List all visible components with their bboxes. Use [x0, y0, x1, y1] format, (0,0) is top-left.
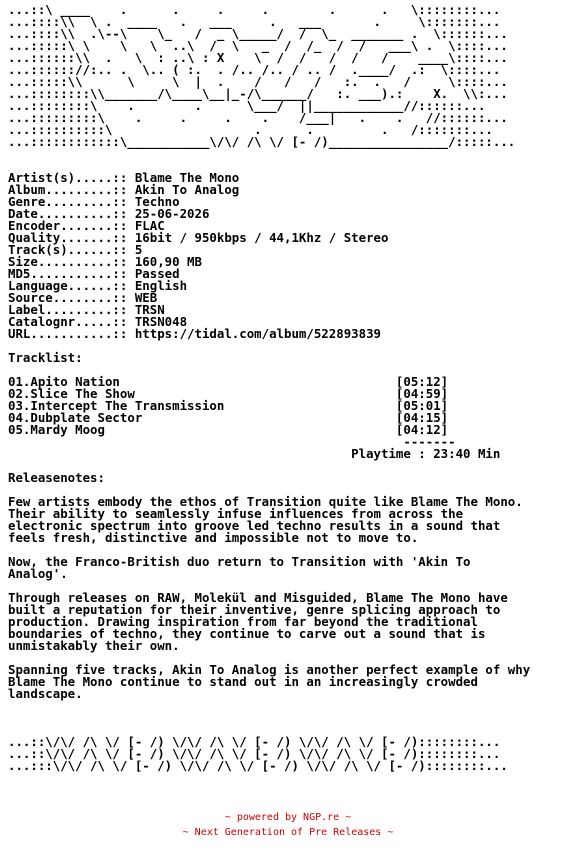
nfo-line: ...::::\\ \ . ____ . ___ . ___ . \:::::::... [8, 14, 501, 29]
nfo-line: ...::\/\/ /\ \/ [- /) \/\/ /\ \/ [- /) \/\/ /\ \/ [- /)::::::::... [8, 734, 501, 749]
nfo-line: Language......:: English [8, 278, 188, 293]
nfo-line: ...:::\/\/ /\ \/ [- /) \/\/ /\ \/ [- /) \/\/ /\ \/ [- /)::::::::... [8, 758, 508, 773]
nfo-line: Date..........:: 25-06-2026 [8, 206, 210, 221]
nfo-line: 01.Apito Nation [05:12] [8, 374, 449, 389]
nfo-line: Spanning five tracks, Akin To Analog is another perfect example of why [8, 662, 531, 677]
nfo-line: built a reputation for their inventive, genre splicing approach to [8, 602, 501, 617]
nfo-text-block [8, 4, 530, 772]
nfo-line: Source........:: WEB [8, 290, 158, 305]
nfo-line: ...:::::\\ \ \ | . / / / :. . / \::::... [8, 74, 508, 89]
nfo-line: feels fresh, distinctive and impossible not to move to. [8, 530, 419, 545]
nfo-line: ------- [8, 434, 456, 449]
nfo-line: URL...........:: https://tidal.com/album/522893839 [8, 326, 381, 341]
nfo-line: Label.........:: TRSN [8, 302, 165, 317]
nfo-line: landscape. [8, 686, 83, 701]
nfo-line: Releasenotes: [8, 470, 105, 485]
nfo-line: ...:::::\ \ \ \ ..\ / \ _ / /_ / / ___\ . \::::... [8, 38, 508, 53]
nfo-line: Now, the Franco-British duo return to Transition with 'Akin To [8, 554, 471, 569]
nfo-line: Track(s)......:: 5 [8, 242, 143, 257]
nfo-line: Their ability to seamlessly infuse influences from across the [8, 506, 464, 521]
nfo-line: 02.Slice The Show [04:59] [8, 386, 449, 401]
nfo-line: 04.Dubplate Sector [04:15] [8, 410, 449, 425]
nfo-line: Blame The Mono continue to stand out in an increasingly crowded [8, 674, 478, 689]
nfo-line: boundaries of techno, they continue to carve out a sound that is [8, 626, 486, 641]
nfo-line: Playtime : 23:40 Min [8, 446, 501, 461]
nfo-line: Genre.........:: Techno [8, 194, 180, 209]
tagline-text: ~ Next Generation of Pre Releases ~ [182, 827, 394, 838]
nfo-line: Artist(s).....:: Blame The Mono [8, 170, 240, 185]
nfo-line: ...::::\\ .\--\ \_ / _ \_____/ / \_ _______ . \::::::... [8, 26, 508, 41]
nfo-line: ...::::::::::\ . . . /:::::::... [8, 122, 493, 137]
nfo-line: MD5...........:: Passed [8, 266, 180, 281]
nfo-line: Album.........:: Akin To Analog [8, 182, 240, 197]
nfo-line: Through releases on RAW, Molekül and Misguided, Blame The Mono have [8, 590, 508, 605]
nfo-line: ...:::::::::\ . . . . /___| . . //::::::... [8, 110, 508, 125]
nfo-line: ...::::::::\\_______/\____\__|_-/\______/ :. ___).: X. \\:... [8, 86, 508, 101]
nfo-line: ...::::::::::::\___________\/\/ /\ \/ [- /)________________/:::::... [8, 134, 516, 149]
nfo-line: Encoder.......:: FLAC [8, 218, 165, 233]
nfo-line: Few artists embody the ethos of Transition quite like Blame The Mono. [8, 494, 523, 509]
nfo-line: ...:::::://:.. . \.. ( :. . /.. /.. / .. / .____/ .: \::::... [8, 62, 501, 77]
nfo-line: Tracklist: [8, 350, 83, 365]
nfo-line: Quality.......:: 16bit / 950kbps / 44,1Khz / Stereo [8, 230, 389, 245]
nfo-line: electronic spectrum into groove led techno results in a sound that [8, 518, 501, 533]
nfo-line: ...::::::::\ . . \___/ ||____________//::::::... [8, 98, 486, 113]
nfo-line: unmistakably their own. [8, 638, 180, 653]
nfo-line: 05.Mardy Moog [04:12] [8, 422, 449, 437]
nfo-line: ...::::::\\ . \ : ..\ : X \ / / / / / ____\::::... [8, 50, 508, 65]
nfo-line: ...::\ ____ . . . . . . \::::::::... [8, 2, 501, 17]
nfo-line: 03.Intercept The Transmission [05:01] [8, 398, 449, 413]
nfo-line: production. Drawing inspiration from far beyond the traditional [8, 614, 478, 629]
nfo-line: Catalognr.....:: TRSN048 [8, 314, 188, 329]
nfo-line: Analog'. [8, 566, 68, 581]
powered-by-text: ~ powered by NGP.re ~ [224, 812, 352, 823]
nfo-line: ...::\/\/ /\ \/ [- /) \/\/ /\ \/ [- /) \/\/ /\ \/ [- /)::::::::... [8, 746, 501, 761]
nfo-line: Size..........:: 160,90 MB [8, 254, 202, 269]
